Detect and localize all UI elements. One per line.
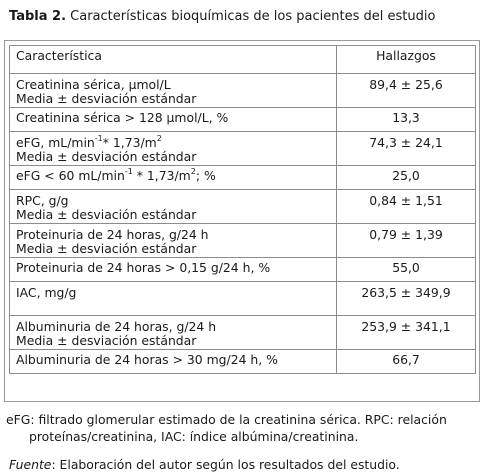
table-row (10, 74, 476, 108)
biochemical-table (9, 45, 476, 374)
table-row (10, 350, 476, 374)
source-text: : Elaboración del autor según los resultados del estudio. (51, 457, 400, 472)
table-row (10, 224, 476, 258)
row-label: Proteinuria de 24 horas > 0,15 g/24 h, % (10, 258, 337, 282)
row-label: eFG < 60 $mL/\min^{-1} * 1,73/m^2$; % (10, 166, 337, 190)
table-row (10, 166, 476, 190)
footnote-line-2: proteínas/creatinina, IAC: índice albúmina/creatinina. (29, 429, 359, 444)
table-header-row (10, 46, 476, 74)
row-label: Creatinina sérica, µmol/L Media ± desviación estándar (10, 74, 337, 108)
table-caption (9, 9, 435, 24)
table-row (10, 108, 476, 132)
table-row (10, 132, 476, 166)
table-frame (4, 40, 480, 402)
row-value: 0,79 ± 1,39 (337, 224, 476, 258)
table-footnote (6, 411, 486, 445)
table-source (9, 457, 400, 472)
row-value: 13,3 (337, 108, 476, 132)
row-value: 74,3 ± 24,1 (337, 132, 476, 166)
caption-text: Características bioquímicas de los pacientes del estudio (70, 9, 436, 24)
row-label: Albuminuria de 24 horas > 30 mg/24 h, % (10, 350, 337, 374)
row-value: 0,84 ± 1,51 (337, 190, 476, 224)
source-label: Fuente (9, 457, 52, 472)
footnote-line-1: eFG: filtrado glomerular estimado de la creatinina sérica. RPC: relación (6, 412, 447, 427)
table-row (10, 190, 476, 224)
table-row (10, 316, 476, 350)
row-label: Albuminuria de 24 horas, g/24 h Media ± desviación estándar (10, 316, 337, 350)
header-findings: Hallazgos (337, 46, 476, 74)
row-label: RPC, g/g Media ± desviación estándar (10, 190, 337, 224)
row-value: 55,0 (337, 258, 476, 282)
row-value: 253,9 ± 341,1 (337, 316, 476, 350)
row-label: IAC, mg/g (10, 282, 337, 316)
row-label: eFG, $mL/\min^{-1}*$ $1,73/m^2$ Media ± desviación estándar (10, 132, 337, 166)
row-value: 66,7 (337, 350, 476, 374)
table-row (10, 258, 476, 282)
row-label: Creatinina sérica > 128 µmol/L, % (10, 108, 337, 132)
row-value: 25,0 (337, 166, 476, 190)
header-characteristic: Característica (10, 46, 337, 74)
caption-label: Tabla 2. (9, 9, 67, 24)
row-value: 263,5 ± 349,9 (337, 282, 476, 316)
row-value: 89,4 ± 25,6 (337, 74, 476, 108)
row-label: Proteinuria de 24 horas, g/24 h Media ± desviación estándar (10, 224, 337, 258)
table-row (10, 282, 476, 316)
